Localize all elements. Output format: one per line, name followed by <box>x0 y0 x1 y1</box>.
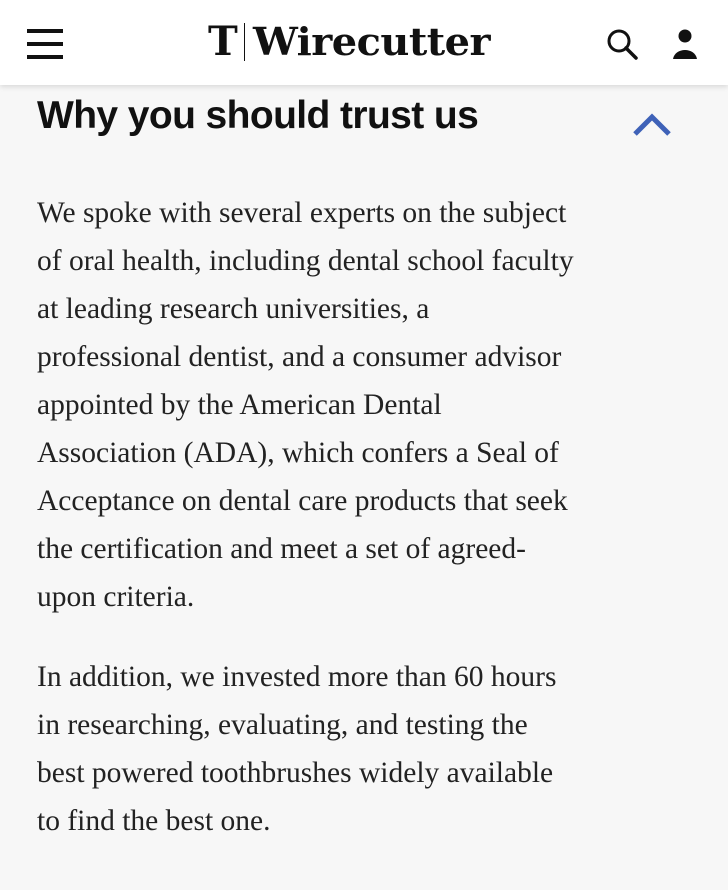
text-line: in researching, evaluating, and testing the <box>37 709 528 741</box>
text-line: best powered toothbrushes widely available <box>37 757 554 789</box>
hamburger-menu-icon[interactable] <box>27 29 63 59</box>
wirecutter-logo[interactable] <box>208 18 490 65</box>
text-line: upon criteria. <box>37 581 195 613</box>
brand-wordmark: Wirecutter <box>252 19 490 64</box>
section-title: Why you should trust us <box>37 94 479 137</box>
trust-paragraph-experts <box>37 189 574 621</box>
text-line: Acceptance on dental care products that seek <box>37 485 568 517</box>
text-line: to find the best one. <box>37 805 271 837</box>
trust-paragraph-research <box>37 653 556 845</box>
text-line: professional dentist, and a consumer advisor <box>37 341 562 373</box>
text-line: We spoke with several experts on the subject <box>37 197 567 229</box>
logo-divider <box>244 23 245 61</box>
text-line: of oral health, including dental school faculty <box>37 245 574 277</box>
text-line: at leading research universities, a <box>37 293 430 325</box>
site-header <box>0 0 728 85</box>
collapse-chevron-up-icon[interactable] <box>630 110 674 138</box>
account-icon[interactable] <box>668 27 702 61</box>
text-line: In addition, we invested more than 60 hours <box>37 661 557 693</box>
text-line: Association (ADA), which confers a Seal of <box>37 437 559 469</box>
text-line: appointed by the American Dental <box>37 389 442 421</box>
nyt-t-logo-icon: T <box>208 18 238 65</box>
search-icon[interactable] <box>605 27 639 61</box>
text-line: the certification and meet a set of agreed- <box>37 533 526 565</box>
